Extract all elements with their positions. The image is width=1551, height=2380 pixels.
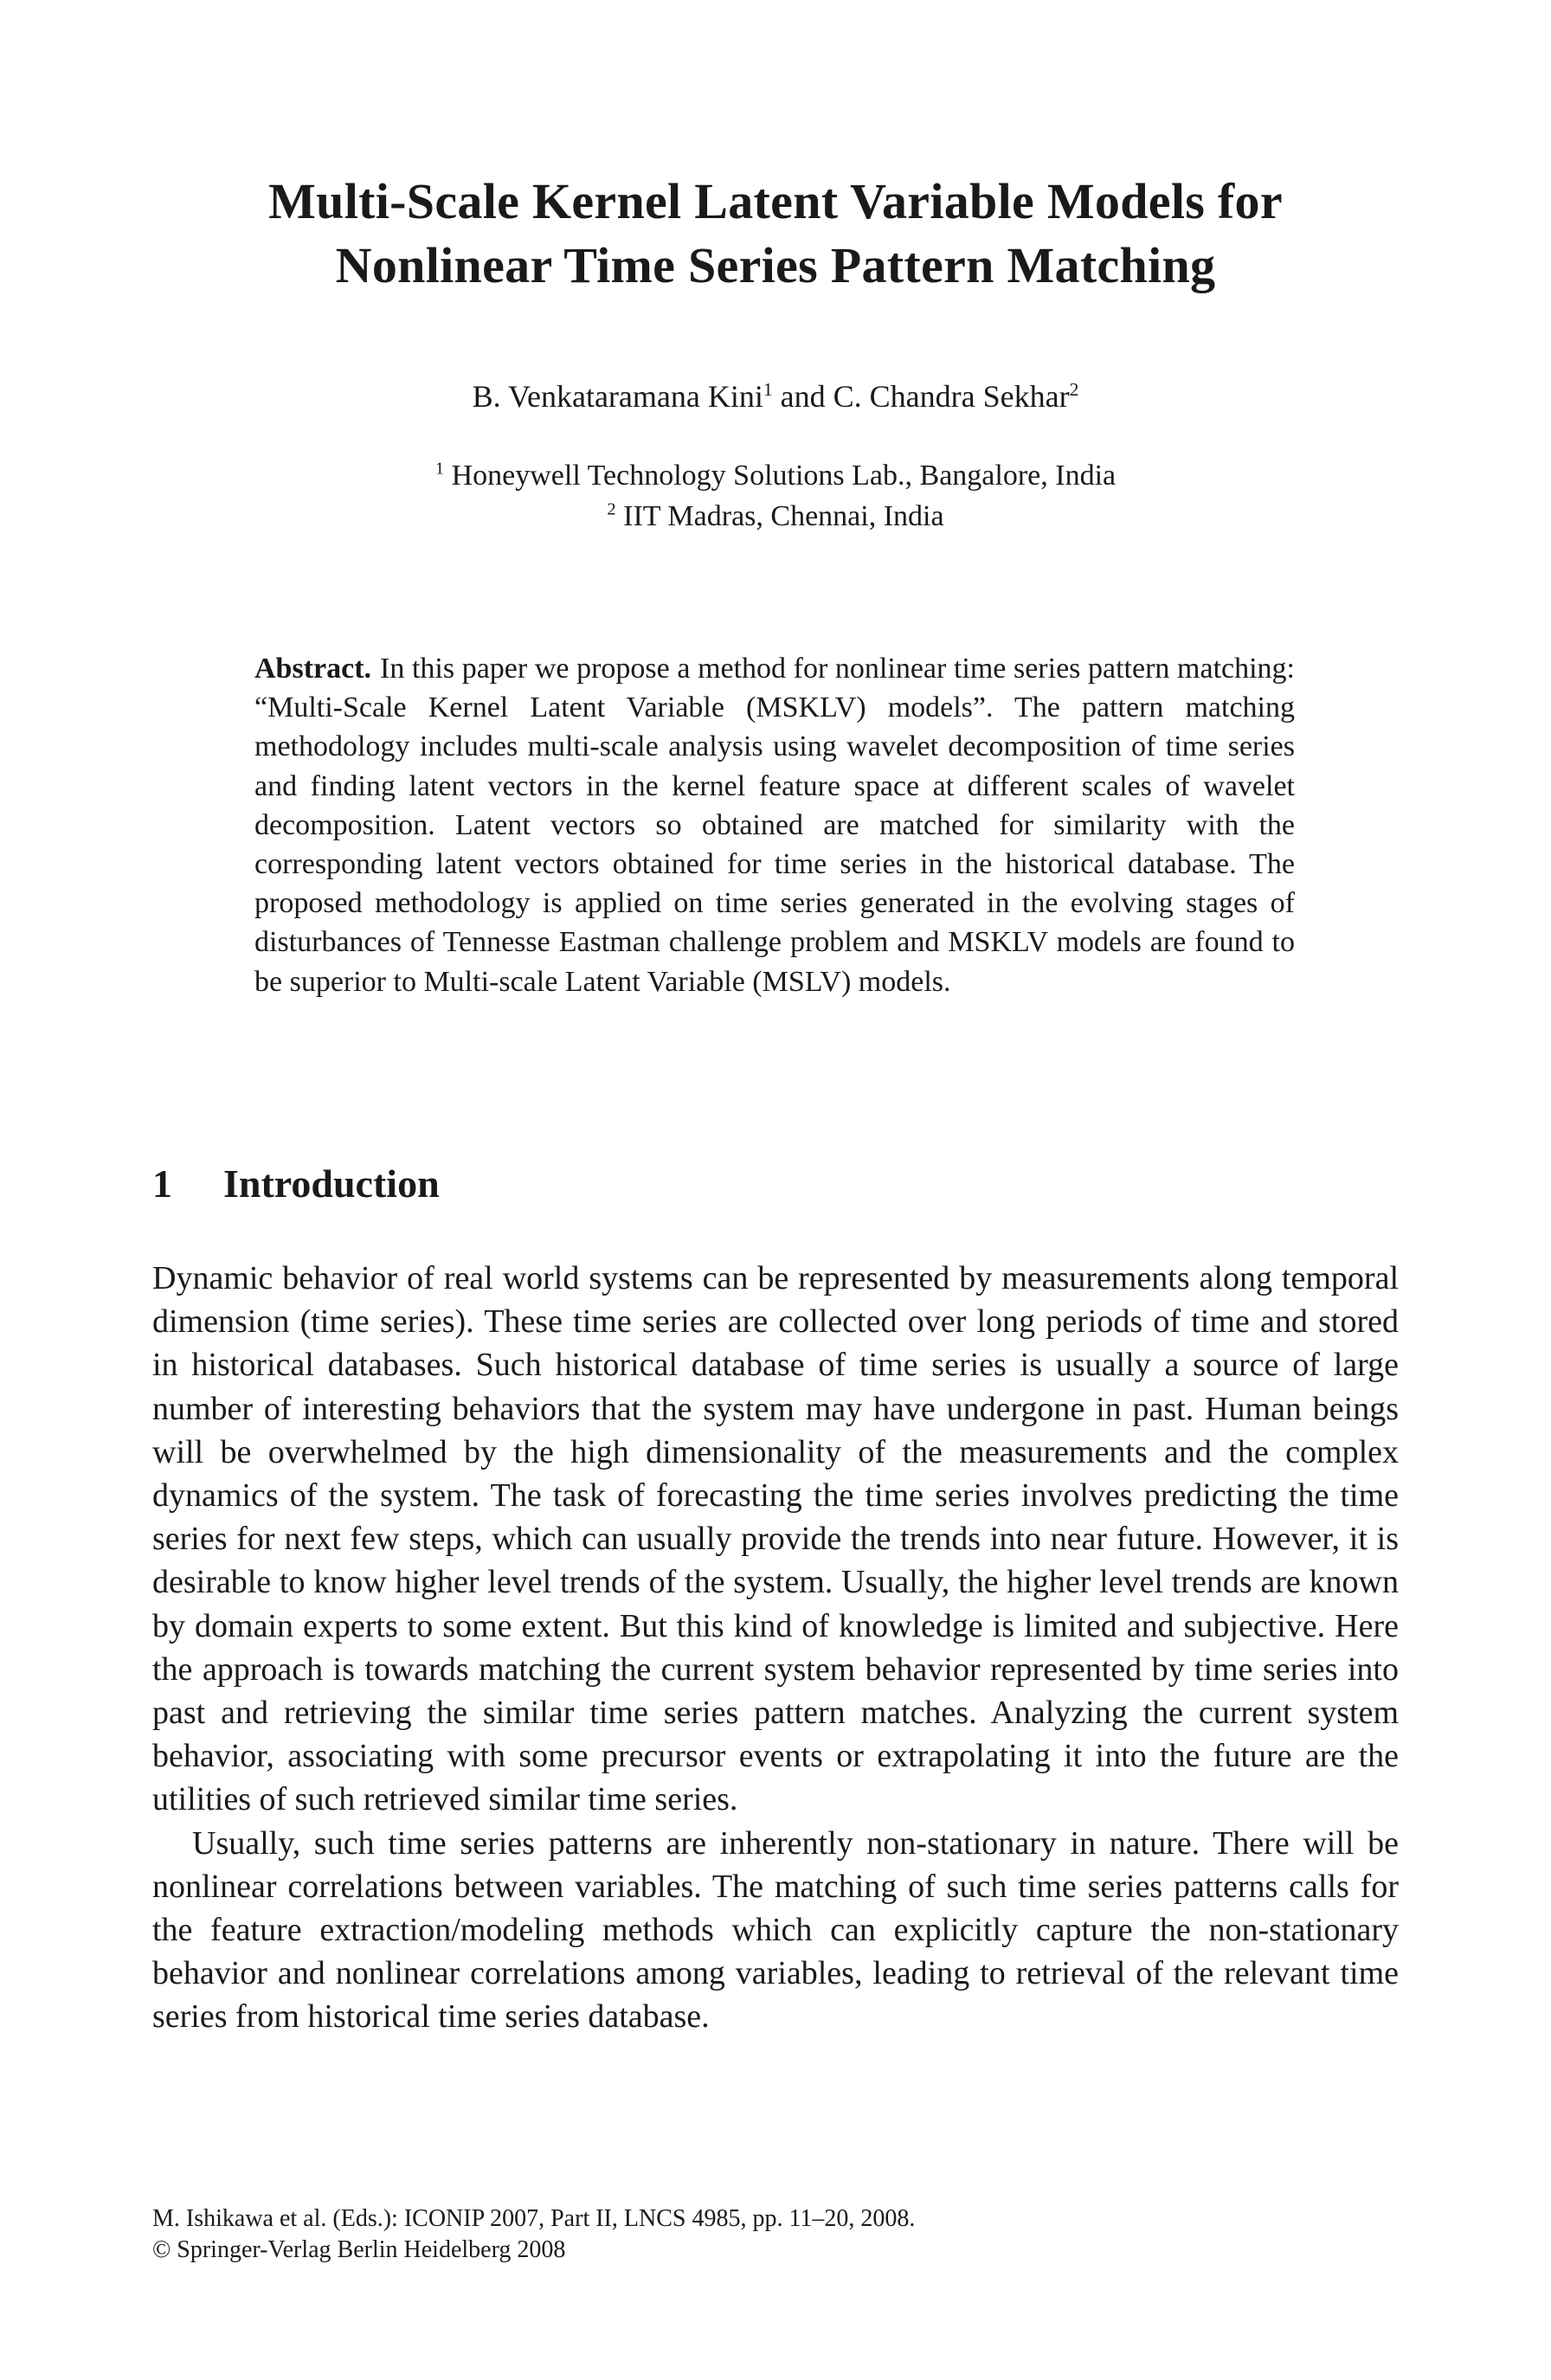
abstract-text: In this paper we propose a method for nonlinear time series pattern matching: “Multi-Scale Kernel Latent Variable (MSKLV) models”. The pattern matching methodology includes multi-scale analysis using wavelet decomposition of time series and finding latent vectors in the kernel feature space at different scales of wavelet decomposition. Latent vectors so obtained are matched for similarity with the corresponding latent vectors obtained for time series in the historical database. The proposed methodology is applied on time series generated in the evolving stages of disturbances of Tennesse Eastman challenge problem and MSKLV models are found to be superior to Multi-scale Latent Variable (MSLV) models. (254, 653, 1295, 998)
author-name: C. Chandra Sekhar (833, 379, 1070, 414)
affiliation-text: IIT Madras, Chennai, India (623, 500, 944, 532)
author-affiliation-mark: 1 (763, 379, 773, 400)
copyright-line: © Springer-Verlag Berlin Heidelberg 2008 (152, 2236, 566, 2263)
author-affiliation-mark: 2 (1069, 379, 1079, 400)
affiliation (152, 455, 1399, 496)
author-list (152, 377, 1399, 415)
affiliation-mark: 1 (434, 459, 445, 479)
title-line-2: Nonlinear Time Series Pattern Matching (335, 237, 1216, 293)
citation-line: M. Ishikawa et al. (Eds.): ICONIP 2007, Part II, LNCS 4985, pp. 11–20, 2008. (152, 2205, 916, 2232)
author-name: B. Venkataramana Kini (472, 379, 763, 414)
affiliation (152, 496, 1399, 537)
affiliation-mark: 2 (607, 499, 616, 519)
section-title: Introduction (223, 1161, 440, 1206)
paragraph: Dynamic behavior of real world systems can be represented by measurements along temporal dimension (time series). These time series are collected over long periods of time and stored in historical databases. Such historical database of time series is usually a source of large number of interesting behaviors that the system may have undergone in past. Human beings will be overwhelmed by the high dimensionality of the measurements and the complex dynamics of the system. The task of forecasting the time series involves predicting the time series for next few steps, which can usually provide the trends into near future. However, it is desirable to know higher level trends of the system. Usually, the higher level trends are known by domain experts to some extent. But this kind of knowledge is limited and subjective. Here the approach is towards matching the current system behavior represented by time series into past and retrieving the similar time series pattern matches. Analyzing the current system behavior, associating with some precursor events or extrapolating it into the future are the utilities of such retrieved similar time series. (152, 1260, 1399, 1818)
section-heading (152, 1158, 1399, 1210)
paragraph: Usually, such time series patterns are inherently non-stationary in nature. There will be nonlinear correlations between variables. The matching of such time series patterns calls for the feature extraction/modeling methods which can explicitly capture the non-stationary behavior and nonlinear correlations among variables, leading to retrieval of the relevant time series from historical time series database. (152, 1824, 1399, 2036)
section-number: 1 (152, 1161, 172, 1206)
copyright-footer (152, 2203, 1399, 2266)
abstract-label: Abstract. (254, 653, 372, 685)
paper-title (152, 170, 1399, 298)
affiliation-list (152, 455, 1399, 537)
body-text (152, 1257, 1399, 2039)
author-conjunction: and (772, 379, 833, 414)
affiliation-text: Honeywell Technology Solutions Lab., Bangalore, India (451, 460, 1117, 492)
abstract (254, 649, 1295, 1001)
title-line-1: Multi-Scale Kernel Latent Variable Models for (268, 173, 1283, 229)
